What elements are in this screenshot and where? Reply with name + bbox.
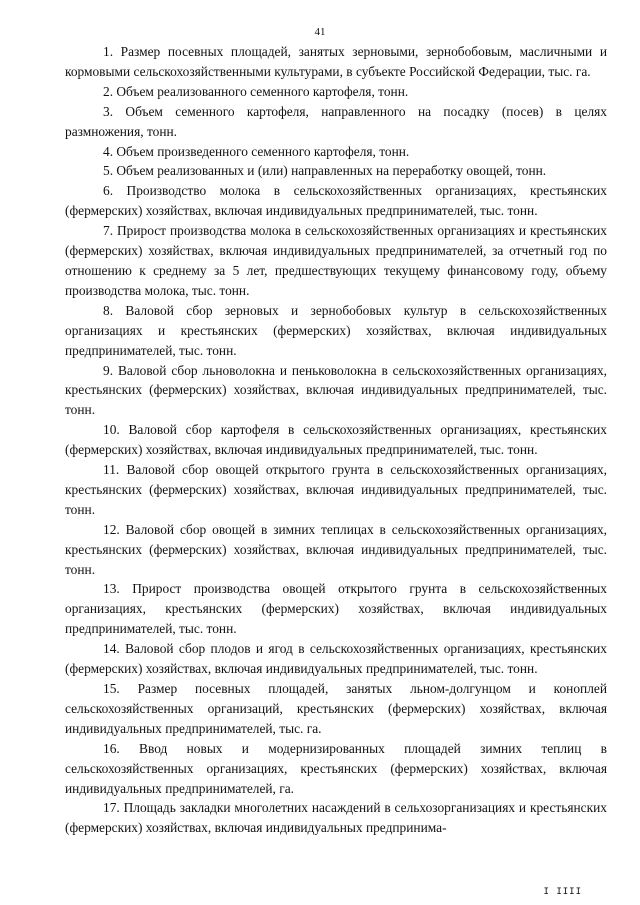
list-item: 14. Валовой сбор плодов и ягод в сельскохозяйственных организациях, крестьянских (фермерских) хозяйствах, включая индивидуальных предпринимателей, тыс. тонн. xyxy=(65,641,607,677)
footer-mark: I IIII xyxy=(543,887,582,897)
list-item: 3. Объем семенного картофеля, направленного на посадку (посев) в целях размножения, тонн. xyxy=(65,103,607,139)
list-item: 6. Производство молока в сельскохозяйственных организациях, крестьянских (фермерских) хозяйствах, включая индивидуальных предпринимателей, тыс. тонн. xyxy=(65,183,607,219)
list-item: 8. Валовой сбор зерновых и зернобобовых культур в сельскохозяйственных организациях и крестьянских (фермерских) хозяйствах, включая индивидуальных предпринимателей, тыс. тонн. xyxy=(65,302,607,358)
list-item: 13. Прирост производства овощей открытого грунта в сельскохозяйственных организациях, крестьянских (фермерских) хозяйствах, включая индивидуальных предпринимателей, тыс. тонн. xyxy=(65,581,607,637)
list-item: 10. Валовой сбор картофеля в сельскохозяйственных организациях, крестьянских (фермерских) хозяйствах, включая индивидуальных предпринимателей, тыс. тонн. xyxy=(65,422,607,458)
list-item: 2. Объем реализованного семенного картофеля, тонн. xyxy=(103,83,409,99)
page-number: 41 xyxy=(314,26,326,38)
list-item: 12. Валовой сбор овощей в зимних теплицах в сельскохозяйственных организациях, крестьянских (фермерских) хозяйствах, включая индивидуальных предпринимателей, тыс. тонн. xyxy=(65,521,607,577)
list-item: 11. Валовой сбор овощей открытого грунта в сельскохозяйственных организациях, крестьянских (фермерских) хозяйствах, включая индивидуальных предпринимателей, тыс. тонн. xyxy=(65,462,607,517)
list-item: 9. Валовой сбор льноволокна и пеньковолокна в сельскохозяйственных организациях, крестьянских (фермерских) хозяйствах, включая индивидуальных предпринимателей, тыс. тонн. xyxy=(65,362,607,418)
list-item: 17. Площадь закладки многолетних насаждений в сельхозорганизациях и крестьянских (фермерских) хозяйствах, включая индивидуальных предпринима- xyxy=(65,800,607,836)
list-item: 16. Ввод новых и модернизированных площадей зимних теплиц в сельскохозяйственных организациях, крестьянских (фермерских) хозяйствах, включая индивидуальных предпринимателей, га. xyxy=(65,740,607,796)
list-item: 15. Размер посевных площадей, занятых льном-долгунцом и коноплей сельскохозяйственных организаций, крестьянских (фермерских) хозяйствах, включая индивидуальных предпринимателей, тыс. га. xyxy=(65,681,607,736)
list-item: 7. Прирост производства молока в сельскохозяйственных организациях и крестьянских (фермерских) хозяйствах, включая индивидуальных предпринимателей, за отчетный год по отношению к среднему за 5 лет, предшествующих текущему финансовому году, объему производства молока, тыс. тонн. xyxy=(65,223,607,298)
list-item: 5. Объем реализованных и (или) направленных на переработку овощей, тонн. xyxy=(103,163,547,179)
indicator-list xyxy=(65,42,607,838)
list-item: 4. Объем произведенного семенного картофеля, тонн. xyxy=(103,143,410,159)
list-item: 1. Размер посевных площадей, занятых зерновыми, зернобобовым, масличными и кормовыми сельскохозяйственными культурами, в субъекте Российской Федерации, тыс. га. xyxy=(65,44,607,79)
